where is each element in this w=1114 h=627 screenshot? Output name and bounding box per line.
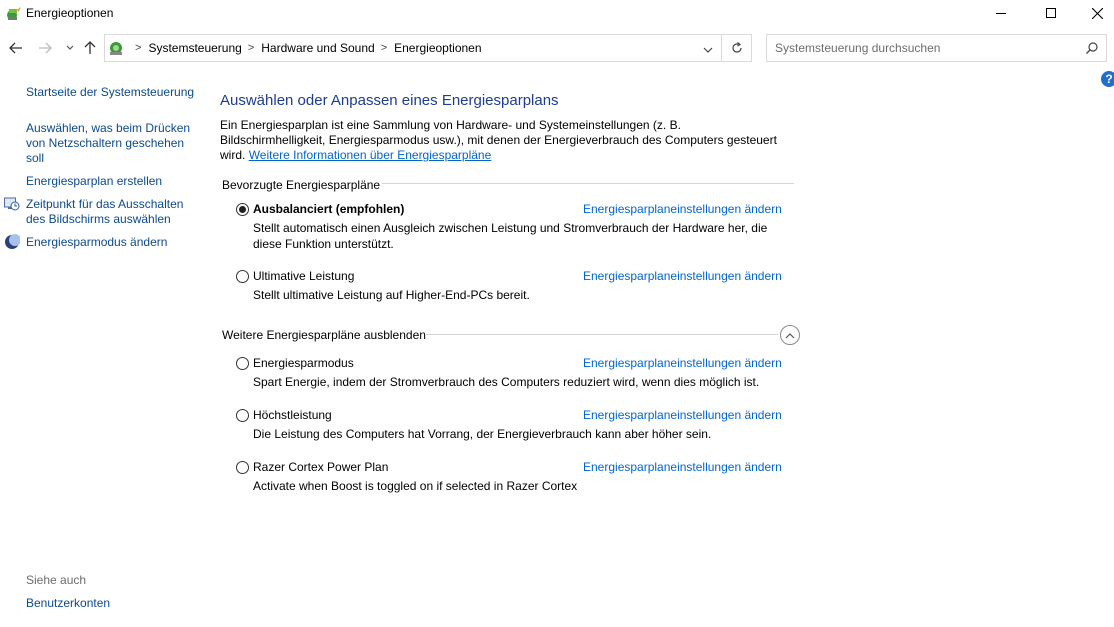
breadcrumb: > Systemsteuerung > Hardware und Sound > Energieoptionen — [135, 41, 482, 55]
arrow-right-icon — [38, 42, 52, 54]
recent-locations-button[interactable] — [62, 40, 78, 56]
plan-name-ultimate[interactable]: Ultimative Leistung — [253, 269, 355, 283]
breadcrumb-item[interactable]: Systemsteuerung — [148, 41, 242, 55]
help-icon[interactable]: ? — [1101, 71, 1114, 87]
change-plan-settings-link-power-saver[interactable]: Energiesparplaneinstellungen ändern — [583, 356, 782, 370]
back-button[interactable] — [8, 40, 24, 56]
search-input[interactable] — [775, 41, 1075, 55]
chevron-down-icon — [703, 47, 713, 54]
refresh-icon — [731, 42, 743, 54]
close-icon — [1092, 8, 1103, 19]
change-plan-settings-link-ultimate[interactable]: Energiesparplaneinstellungen ändern — [583, 269, 782, 283]
close-button[interactable] — [1074, 0, 1114, 26]
more-info-link[interactable]: Weitere Informationen über Energiesparpläne — [248, 148, 492, 162]
plan-desc-power-saver: Spart Energie, indem der Stromverbrauch des Computers reduziert wird, wenn dies möglich ist. — [253, 375, 760, 389]
user-accounts-link[interactable]: Benutzerkonten — [26, 596, 111, 610]
title-bar — [0, 0, 1114, 28]
plan-desc-ultimate: Stellt ultimative Leistung auf Higher-End-PCs bereit. — [253, 288, 530, 302]
change-plan-settings-link-balanced[interactable]: Energiesparplaneinstellungen ändern — [583, 202, 782, 216]
plan-radio-razer-cortex[interactable] — [236, 461, 249, 474]
plan-radio-balanced[interactable] — [236, 203, 249, 216]
refresh-button[interactable] — [722, 34, 752, 62]
address-dropdown-button[interactable] — [703, 43, 713, 53]
up-button[interactable] — [82, 40, 98, 56]
address-bar[interactable] — [104, 34, 722, 62]
control-panel-icon — [108, 40, 124, 56]
plan-name-high-performance[interactable]: Höchstleistung — [253, 408, 332, 422]
plan-desc-high-performance: Die Leistung des Computers hat Vorrang, der Energieverbrauch kann aber höher sein. — [253, 427, 712, 441]
see-also-label: Siehe auch — [26, 573, 87, 587]
forward-button[interactable] — [37, 40, 53, 56]
more-plans-heading[interactable]: Weitere Energiesparpläne ausblenden — [222, 328, 426, 342]
search-icon[interactable] — [1086, 42, 1098, 57]
breadcrumb-item[interactable]: Hardware und Sound — [261, 41, 375, 55]
arrow-left-icon — [9, 42, 23, 54]
plan-desc-razer-cortex: Activate when Boost is toggled on if selected in Razer Cortex — [253, 479, 578, 493]
plan-radio-power-saver[interactable] — [236, 357, 249, 370]
plan-name-balanced[interactable]: Ausbalanciert (empfohlen) — [253, 202, 405, 216]
sidebar-item-display-off[interactable]: Zeitpunkt für das Ausschalten des Bildschirms auswählen — [26, 197, 184, 226]
plan-name-razer-cortex[interactable]: Razer Cortex Power Plan — [253, 460, 389, 474]
section-divider — [382, 183, 794, 184]
sidebar-item-sleep-mode[interactable]: Energiesparmodus ändern — [26, 235, 168, 249]
plan-name-power-saver[interactable]: Energiesparmodus — [253, 356, 354, 370]
chevron-up-icon — [785, 332, 795, 339]
intro-text — [220, 118, 780, 163]
preferred-plans-heading: Bevorzugte Energiesparpläne — [222, 178, 381, 192]
power-options-icon — [6, 6, 22, 22]
arrow-up-icon — [84, 41, 96, 55]
sidebar-item-create-plan[interactable]: Energiesparplan erstellen — [26, 174, 163, 188]
page-title: Auswählen oder Anpassen eines Energiesparplans — [220, 92, 559, 109]
display-clock-icon — [4, 196, 20, 212]
collapse-button[interactable] — [780, 325, 800, 345]
maximize-button[interactable] — [1028, 0, 1074, 26]
intro-paragraph: Ein Energiesparplan ist eine Sammlung von Hardware- und Systemeinstellungen (z. B. Bildschirmhelligkeit, Energiesparmodus usw.), mit denen der Energieverbrauch des Computers gesteuert wird. — [220, 118, 777, 162]
change-plan-settings-link-high-performance[interactable]: Energiesparplaneinstellungen ändern — [583, 408, 782, 422]
plan-radio-high-performance[interactable] — [236, 409, 249, 422]
section-divider — [426, 334, 778, 335]
sidebar-item-home[interactable]: Startseite der Systemsteuerung — [26, 85, 195, 99]
window-title: Energieoptionen — [26, 6, 114, 20]
plan-radio-ultimate[interactable] — [236, 270, 249, 283]
maximize-icon — [1046, 8, 1056, 18]
search-box — [766, 34, 1107, 62]
breadcrumb-item[interactable]: Energieoptionen — [394, 41, 482, 55]
chevron-down-icon — [66, 45, 74, 51]
sidebar-item-power-buttons[interactable]: Auswählen, was beim Drücken von Netzschaltern geschehen soll — [26, 121, 191, 165]
plan-desc-balanced: Stellt automatisch einen Ausgleich zwischen Leistung und Stromverbrauch der Hardware her, die diese Funktion unterstützt. — [253, 221, 768, 251]
minimize-button[interactable] — [978, 0, 1024, 26]
moon-icon — [4, 234, 20, 250]
minimize-icon — [996, 8, 1006, 18]
change-plan-settings-link-razer-cortex[interactable]: Energiesparplaneinstellungen ändern — [583, 460, 782, 474]
